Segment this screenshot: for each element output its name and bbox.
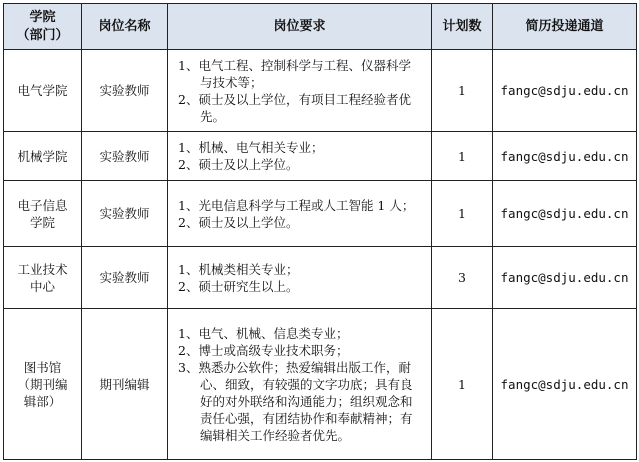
- header-requirements: 岗位要求: [168, 4, 432, 50]
- requirements-cell: 1、电气工程、控制科学与工程、仪器科学 与技术等； 2、硕士及以上学位，有项目工程经验者优 先。: [168, 50, 432, 132]
- requirements-cell: 1、光电信息科学与工程或人工智能 1 人； 2、硕士及以上学位。: [168, 181, 432, 247]
- college-cell: 图书馆 （期刊编 辑部）: [4, 309, 82, 460]
- requirements-cell: 1、机械、电气相关专业； 2、硕士及以上学位。: [168, 132, 432, 181]
- position-cell: 实验教师: [82, 50, 168, 132]
- header-channel: 简历投递通道: [493, 4, 637, 50]
- table-row: [4, 247, 637, 309]
- email-cell: fangc@sdju.edu.cn: [493, 247, 637, 309]
- email-cell: fangc@sdju.edu.cn: [493, 181, 637, 247]
- header-row: [4, 4, 637, 50]
- email-cell: fangc@sdju.edu.cn: [493, 132, 637, 181]
- requirements-cell: 1、电气、机械、信息类专业； 2、博士或高级专业技术职务； 3、熟悉办公软件；热爱编辑出版工作，耐 心、细致，有较强的文字功底；具有良 好的对外联络和沟通能力；组织观念和 责任心强，有团结协作和奉献精神；有 编辑相关工作经验者优先。: [168, 309, 432, 460]
- recruitment-table: [3, 3, 637, 460]
- table-row: [4, 132, 637, 181]
- requirements-cell: 1、机械类相关专业； 2、硕士研究生以上。: [168, 247, 432, 309]
- position-cell: 期刊编辑: [82, 309, 168, 460]
- table-row: [4, 50, 637, 132]
- college-cell: 电子信息 学院: [4, 181, 82, 247]
- plan-cell: 1: [432, 132, 493, 181]
- table-row: [4, 181, 637, 247]
- plan-cell: 3: [432, 247, 493, 309]
- position-cell: 实验教师: [82, 181, 168, 247]
- plan-cell: 1: [432, 181, 493, 247]
- table-row: [4, 309, 637, 460]
- header-position: 岗位名称: [82, 4, 168, 50]
- header-college: 学院 （部门）: [4, 4, 82, 50]
- plan-cell: 1: [432, 309, 493, 460]
- college-cell: 工业技术 中心: [4, 247, 82, 309]
- college-cell: 机械学院: [4, 132, 82, 181]
- position-cell: 实验教师: [82, 247, 168, 309]
- position-cell: 实验教师: [82, 132, 168, 181]
- plan-cell: 1: [432, 50, 493, 132]
- college-cell: 电气学院: [4, 50, 82, 132]
- email-cell: fangc@sdju.edu.cn: [493, 50, 637, 132]
- email-cell: fangc@sdju.edu.cn: [493, 309, 637, 460]
- header-plan: 计划数: [432, 4, 493, 50]
